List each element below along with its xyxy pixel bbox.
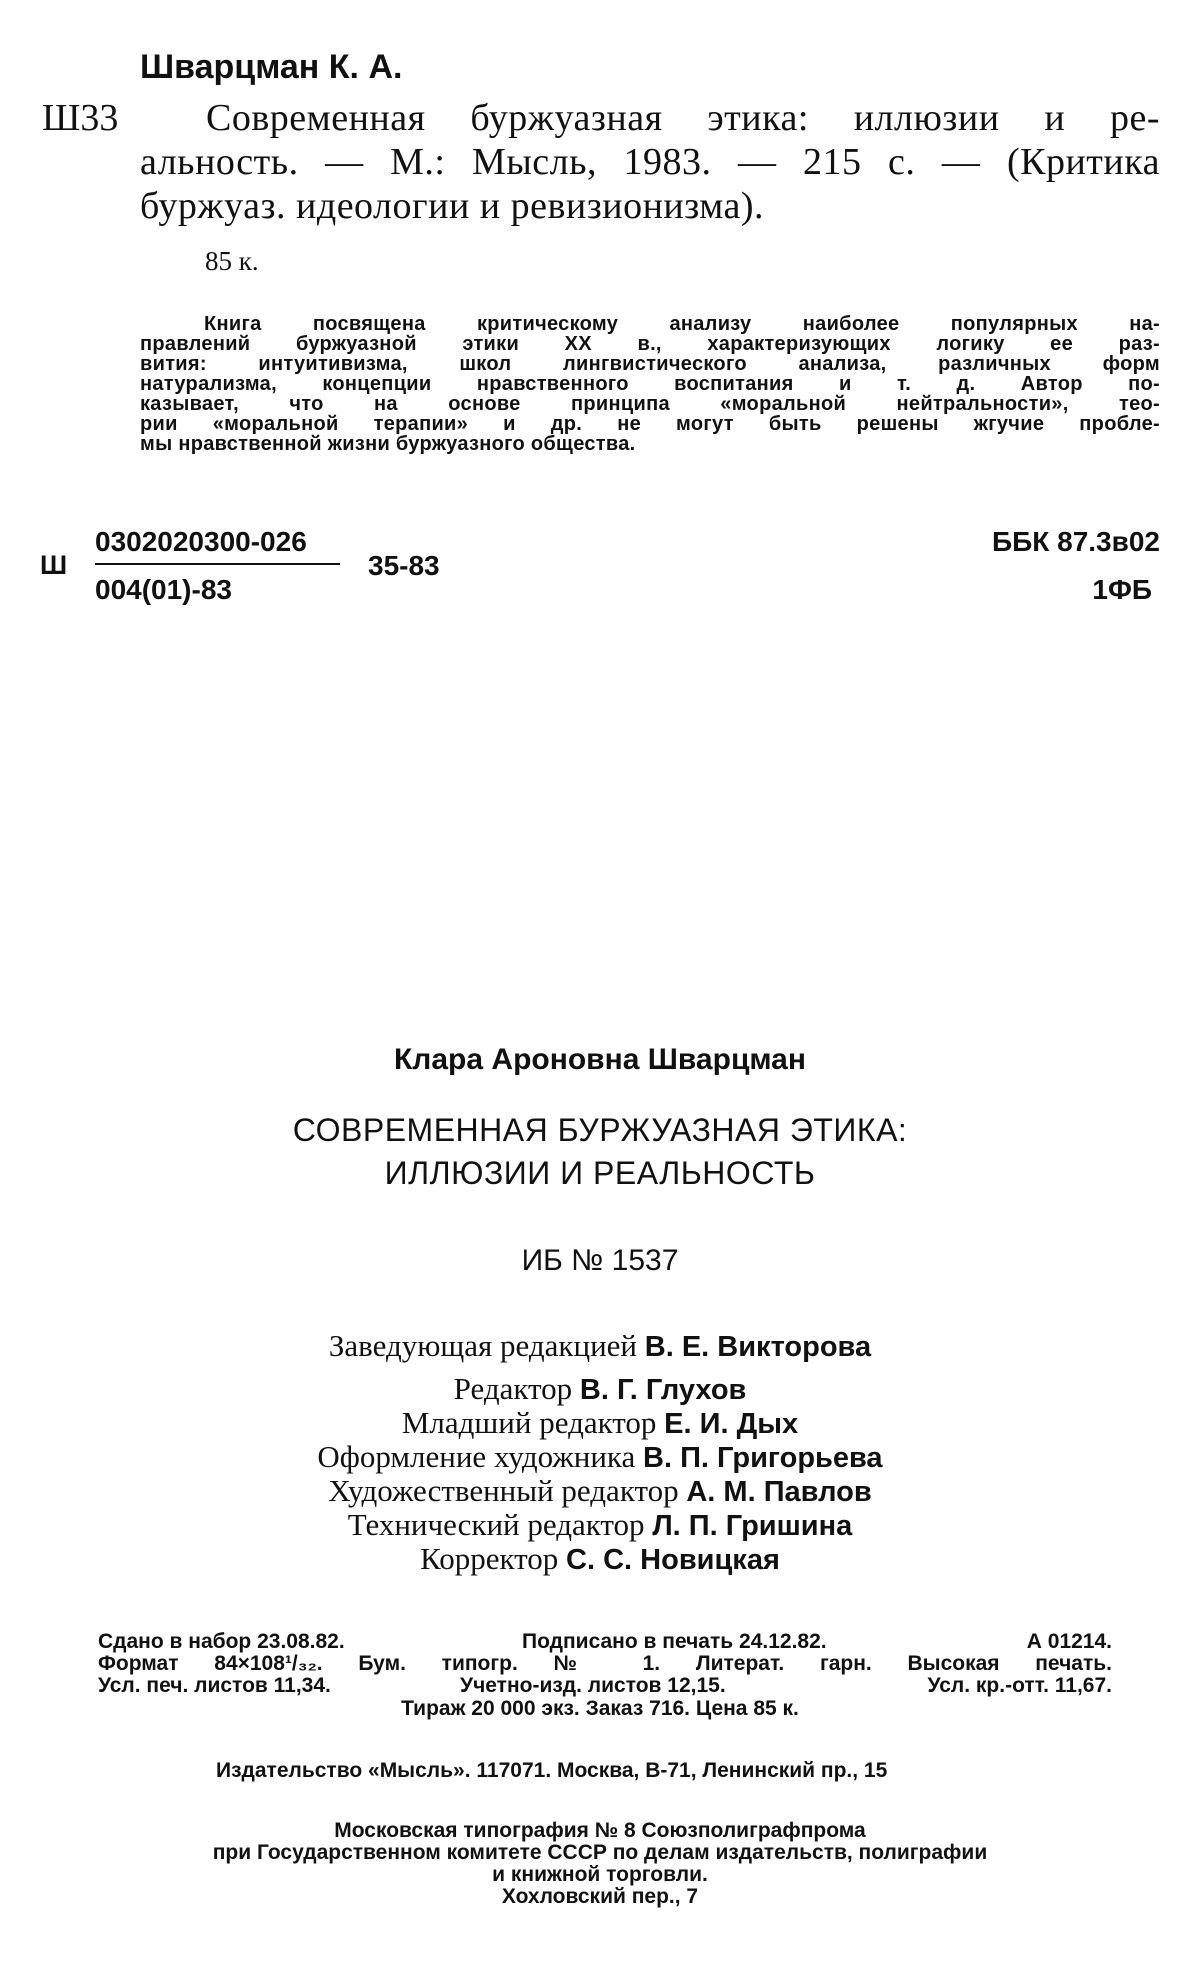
index-letter: Ш [40, 550, 68, 580]
annotation-line: мы нравственной жизни буржуазного общества. [140, 433, 636, 455]
publisher-address: Издательство «Мысль». 117071. Москва, В-71, Ленинский пр., 15 [216, 1759, 888, 1782]
fraction-line [95, 563, 340, 565]
book-title-line-2: ИЛЛЮЗИИ И РЕАЛЬНОСТЬ [384, 1155, 816, 1191]
imprint-format: Формат 84×108¹/₃₂. Бум. типогр. № 1. Литерат. гарн. Высокая печать. [98, 1652, 1112, 1675]
imprint-typesetting-date: Сдано в набор 23.08.82. [98, 1630, 345, 1653]
ib-number: ИБ № 1537 [521, 1244, 679, 1277]
index-numerator: 0302020300-026 [95, 526, 307, 557]
staff-line: Художественный редактор А. М. Павлов [328, 1473, 872, 1508]
staff-line: Младший редактор Е. И. Дых [401, 1405, 799, 1440]
index-suffix: 35-83 [368, 550, 440, 581]
annotation-line: казывает, что на основе принципа «моральной нейтральности», тео- [140, 393, 1160, 415]
imprint-sheets: Усл. печ. листов 11,34. [98, 1674, 331, 1697]
printer-line-2: при Государственном комитете СССР по делам издательств, полиграфии [212, 1841, 988, 1864]
printer-line-3: и книжной торговли. [492, 1863, 708, 1886]
author-heading: Шварцман К. А. [140, 48, 403, 86]
annotation-line: правлений буржуазной этики XX в., характеризующих логику ее раз- [140, 333, 1160, 355]
bibliographic-description [140, 96, 1160, 228]
fb-code: 1ФБ [1092, 574, 1152, 605]
annotation [140, 314, 1160, 454]
staff-line: Оформление художника В. П. Григорьева [317, 1439, 883, 1474]
annotation-line: Книга посвящена критическому анализу наиболее популярных на- [204, 313, 1160, 335]
bbk-code: ББК 87.3в02 [992, 526, 1160, 557]
author-full-name: Клара Ароновна Шварцман [394, 1043, 806, 1076]
staff-line: Редактор В. Г. Глухов [453, 1371, 747, 1406]
book-title-line-1: СОВРЕМЕННАЯ БУРЖУАЗНАЯ ЭТИКА: [292, 1112, 908, 1148]
imprint-prints: Усл. кр.-отт. 11,67. [927, 1674, 1112, 1697]
staff-line: Технический редактор Л. П. Гришина [347, 1507, 853, 1542]
index-denominator: 004(01)-83 [95, 574, 232, 605]
imprint-pub-sheets: Учетно-изд. листов 12,15. [460, 1674, 726, 1697]
bibliographic-line-3: буржуаз. идеологии и ревизионизма). [140, 185, 765, 227]
staff-line: Корректор С. С. Новицкая [420, 1541, 780, 1576]
staff-line: Заведующая редакцией В. Е. Викторова [328, 1328, 872, 1363]
bibliographic-line-2: альность. — М.: Мысль, 1983. — 215 с. — (Критика [140, 141, 1160, 183]
price: 85 к. [205, 246, 259, 276]
annotation-line: рии «моральной терапии» и др. не могут быть решены жгучие пробле- [140, 413, 1160, 435]
classification-code: Ш33 [42, 97, 119, 139]
imprint-run: Тираж 20 000 экз. Заказ 716. Цена 85 к. [401, 1697, 799, 1720]
annotation-line: вития: интуитивизма, школ лингвистического анализа, различных форм [140, 353, 1160, 375]
printer-address: Хохловский пер., 7 [501, 1885, 699, 1908]
imprint-print-date: Подписано в печать 24.12.82. [522, 1630, 827, 1653]
annotation-line: натурализма, концепции нравственного воспитания и т. д. Автор по- [140, 373, 1160, 395]
printer-line-1: Московская типография № 8 Союзполиграфпрома [334, 1819, 866, 1842]
bibliographic-line-1: Современная буржуазная этика: иллюзии и ре- [206, 97, 1160, 139]
imprint-code: А 01214. [1026, 1630, 1112, 1653]
